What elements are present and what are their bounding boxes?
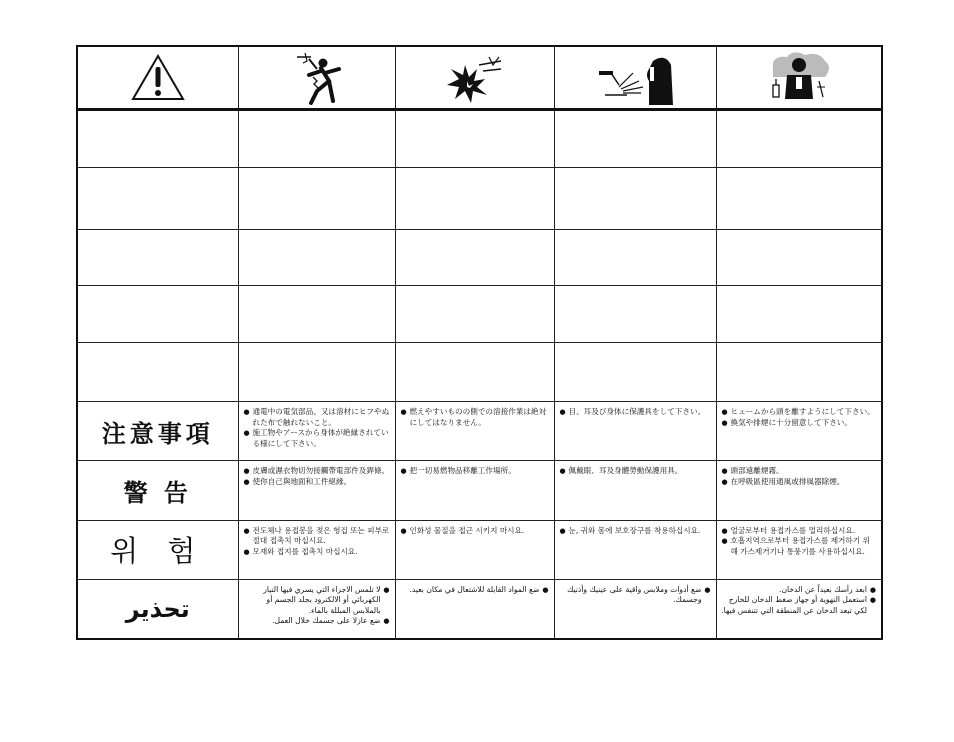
blank-cell <box>554 285 716 342</box>
shock-warning-cell <box>238 461 395 520</box>
header-cell-shock <box>238 46 395 110</box>
warning-text: ● 在呼吸區使用通風或排風器除煙。 <box>722 477 878 488</box>
warning-text: ● 施工物やアースから身体が絶縁されている様にして下さい。 <box>244 428 391 449</box>
warning-table <box>76 45 883 640</box>
fire-warning-cell <box>395 520 554 579</box>
icon-header-row <box>77 46 882 110</box>
blank-cell <box>77 229 238 285</box>
header-cell-fire <box>395 46 554 110</box>
fumes-warning-cell <box>716 579 882 639</box>
warning-text: ● 모재와 접지를 접촉치 마십시요. <box>244 547 391 558</box>
blank-cell <box>554 110 716 168</box>
warning-text: ● ابعد رأسك بعيداً عن الدخان. <box>721 585 877 596</box>
blank-cell <box>238 285 395 342</box>
warning-text: ● 皮膚或濕衣物切勿接觸帶電部件及銲條。 <box>244 466 391 477</box>
arc-warning-cell <box>554 402 716 461</box>
warning-text: ● ヒュームから頭を離すようにして下さい。 <box>722 407 878 418</box>
warning-text: ● 目、耳及び身体に保護具をして下さい。 <box>560 407 712 418</box>
warning-text: ● 얼굴로부터 용접가스를 멀리하십시요. <box>722 526 878 537</box>
blank-cell <box>716 168 882 229</box>
blank-cell <box>554 168 716 229</box>
row-label-korean <box>77 520 238 579</box>
warning-text: ● 호흡지역으로부터 용접가스를 제거하기 위해 가스제거기나 통풍기를 사용하십시요. <box>722 536 878 557</box>
korean-warning-row <box>77 520 882 579</box>
header-cell-warning <box>77 46 238 110</box>
warning-text: ● 인화성 물질을 접근 시키지 마시요. <box>401 526 550 537</box>
fumes-gases-icon <box>763 51 835 105</box>
blank-cell <box>238 168 395 229</box>
warning-text: ● لا تلمس الاجزاء التي يسري فيها التيار الكهربائي أو الالكترود بجلد الجسم أو بالملابس المبللة بالماء. <box>243 585 390 617</box>
blank-cell <box>77 110 238 168</box>
warning-text: ● ضع المواد القابلة للاشتعال في مكان بعيد. <box>400 585 549 596</box>
header-cell-fumes <box>716 46 882 110</box>
warning-text: ● 通電中の電気部品、又は溶材にヒフやぬれた布で触れないこと。 <box>244 407 391 428</box>
blank-cell <box>395 168 554 229</box>
blank-cell <box>238 229 395 285</box>
blank-cell <box>395 285 554 342</box>
warning-text: ● استعمل التهوية أو جهاز ضغط الدخان للخارج لكي تبعد الدخان عن المنطقة التي تتنفس فيها. <box>721 595 877 616</box>
arc-warning-cell <box>554 520 716 579</box>
row-label-arabic <box>77 579 238 639</box>
blank-row <box>77 285 882 342</box>
warning-text: ● ضع أدوات وملابس واقية على عينيك وأذنيك وجسمك. <box>559 585 711 606</box>
shock-warning-cell <box>238 520 395 579</box>
fumes-warning-cell <box>716 402 882 461</box>
blank-cell <box>554 229 716 285</box>
warning-text: ● 佩戴眼、耳及身體勞動保護用具。 <box>560 466 712 477</box>
arc-rays-icon <box>593 51 677 105</box>
warning-text: ● 換気や排煙に十分留意して下さい。 <box>722 418 878 429</box>
fire-explosion-icon <box>443 51 507 105</box>
electric-shock-icon <box>287 51 347 105</box>
label-text: 警 告 <box>123 477 192 507</box>
row-label-japanese <box>77 402 238 461</box>
japanese-warning-row <box>77 402 882 461</box>
warning-text: ● 把一切易燃物品移離工作場所。 <box>401 466 550 477</box>
shock-warning-cell <box>238 579 395 639</box>
blank-row <box>77 168 882 229</box>
blank-cell <box>238 110 395 168</box>
blank-cell <box>716 342 882 401</box>
arc-warning-cell <box>554 579 716 639</box>
blank-cell <box>716 285 882 342</box>
label-text: 위 험 <box>110 534 206 569</box>
shock-warning-cell <box>238 402 395 461</box>
blank-row <box>77 229 882 285</box>
fire-warning-cell <box>395 402 554 461</box>
warning-text: ● 使你自己與地面和工件絕緣。 <box>244 477 391 488</box>
label-text: 注意事項 <box>101 418 214 448</box>
blank-cell <box>716 229 882 285</box>
header-cell-arc-rays <box>554 46 716 110</box>
warning-triangle-icon <box>130 53 186 103</box>
blank-cell <box>77 285 238 342</box>
fumes-warning-cell <box>716 461 882 520</box>
blank-cell <box>716 110 882 168</box>
fire-warning-cell <box>395 461 554 520</box>
blank-cell <box>395 229 554 285</box>
row-label-chinese <box>77 461 238 520</box>
blank-cell <box>77 342 238 401</box>
warning-text: ● 눈, 귀와 몸에 보호장구를 착용하십시요. <box>560 526 712 537</box>
blank-row <box>77 110 882 168</box>
warning-text: ● ضع عازلا على جسمك خلال العمل. <box>243 616 390 627</box>
blank-cell <box>554 342 716 401</box>
warning-text: ● 燃えやすいものの側での溶接作業は絶対にしてはなりません。 <box>401 407 550 428</box>
label-text: تحذير <box>125 594 190 623</box>
fire-warning-cell <box>395 579 554 639</box>
warning-text: ● 頭部遠離煙霧。 <box>722 466 878 477</box>
fumes-warning-cell <box>716 520 882 579</box>
blank-cell <box>395 110 554 168</box>
blank-row <box>77 342 882 401</box>
blank-cell <box>395 342 554 401</box>
blank-cell <box>238 342 395 401</box>
arabic-warning-row <box>77 579 882 639</box>
warning-label-sheet <box>76 45 881 640</box>
blank-cell <box>77 168 238 229</box>
chinese-warning-row <box>77 461 882 520</box>
warning-text: ● 전도체나 용접봉을 젖은 헝겁 또는 피부로 절대 접촉치 마십시요. <box>244 526 391 547</box>
arc-warning-cell <box>554 461 716 520</box>
